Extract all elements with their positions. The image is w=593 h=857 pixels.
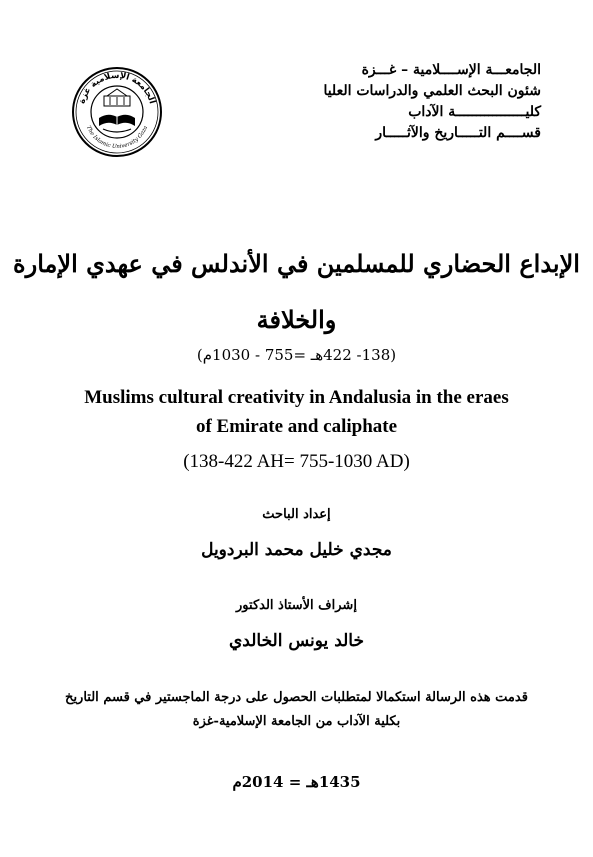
department-name: قســــم التـــــاريخ والآثـــــار	[375, 125, 541, 141]
university-name: الجامعـــة الإســــلامية – غـــزة	[361, 62, 541, 78]
researcher-name: مجدي خليل محمد البردويل	[201, 540, 392, 560]
thesis-title-arabic	[0, 236, 593, 348]
publication-year: 1435هـ = 2014م	[232, 773, 361, 791]
thesis-title-english-line2: of Emirate and caliphate	[195, 416, 398, 437]
university-seal-icon	[71, 66, 163, 158]
submission-statement-line2: بكلية الآداب من الجامعة الإسلامية-غزة	[192, 714, 401, 729]
svg-text:The Islamic University Gaza: The Islamic University Gaza	[84, 125, 150, 151]
submission-statement	[0, 686, 593, 734]
supervisor-label: إشراف الأستاذ الدكتور	[236, 598, 357, 613]
thesis-title-arabic-line1: الإبداع الحضاري للمسلمين في الأندلس في عهدي الإمارة	[13, 249, 580, 278]
supervisor-name: خالد يونس الخالدي	[228, 631, 364, 651]
submission-statement-line1: قدمت هذه الرسالة استكمالا لمتطلبات الحصول على درجة الماجستير في قسم التاريخ	[65, 690, 528, 705]
university-logo	[71, 66, 163, 158]
thesis-title-english	[0, 383, 593, 441]
date-range-arabic: (138- 422هـ =755 - 1030م)	[196, 346, 397, 364]
faculty-name: كليـــــــــــــــــة الآداب	[408, 104, 541, 120]
date-range-english: (138-422 AH= 755-1030 AD)	[183, 451, 410, 472]
thesis-title-english-line1: Muslims cultural creativity in Andalusia in the eraes	[84, 387, 509, 408]
svg-text:الجامعة الإسلامية غزة: الجامعة الإسلامية غزة	[77, 70, 157, 106]
deanship-name: شئون البحث العلمي والدراسات العليا	[323, 83, 541, 99]
institution-header	[281, 60, 541, 144]
thesis-title-arabic-line2: والخلافة	[256, 305, 337, 334]
prepared-by-label: إعداد الباحث	[262, 507, 331, 522]
